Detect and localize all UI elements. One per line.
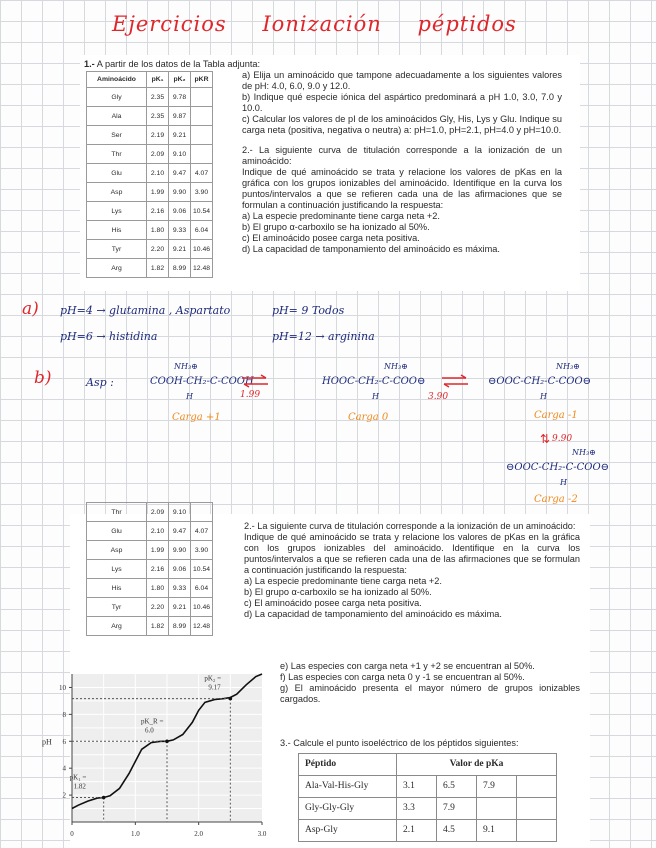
table-cell: 1.80 bbox=[147, 221, 169, 240]
table-cell: 9.21 bbox=[169, 240, 191, 259]
pk-annotation-label: pK_R = bbox=[141, 717, 164, 726]
charge-label-2: Carga 0 bbox=[348, 412, 389, 423]
equilibrium-arrow bbox=[240, 374, 270, 388]
table-cell: 2.10 bbox=[147, 522, 169, 541]
table-cell: 6.04 bbox=[191, 221, 213, 240]
table-row bbox=[87, 88, 213, 107]
note-a-line2-left: pH=6 → histidina bbox=[60, 330, 158, 343]
table-cell: Gly bbox=[87, 88, 147, 107]
pk-label-1: 1.99 bbox=[240, 390, 261, 400]
charge-label-1: Carga +1 bbox=[172, 412, 221, 423]
table-row bbox=[299, 820, 557, 842]
table-cell: 9.78 bbox=[169, 88, 191, 107]
table-cell: 8.99 bbox=[169, 617, 191, 636]
pk-point bbox=[229, 697, 233, 701]
table-cell bbox=[517, 798, 557, 820]
y-axis-label: pH bbox=[42, 737, 52, 747]
amino-table-header: pK₁ bbox=[147, 72, 169, 88]
document-panel-bottom bbox=[42, 508, 590, 848]
table-cell: 12.48 bbox=[191, 259, 213, 278]
table-cell: 6.5 bbox=[437, 776, 477, 798]
table-cell: 4.07 bbox=[191, 522, 213, 541]
table-row bbox=[87, 221, 213, 240]
pk-annotation-label: pK₁ = bbox=[69, 773, 87, 782]
title-word: péptidos bbox=[417, 12, 517, 36]
problem2-item: c) El aminoácido posee carga neta positiva. bbox=[244, 598, 422, 608]
problem2-item: b) El grupo α-carboxilo se ha ionizado al 50%. bbox=[244, 587, 432, 597]
table-cell: 4.5 bbox=[437, 820, 477, 842]
table-cell: 9.33 bbox=[169, 221, 191, 240]
table-cell: 2.10 bbox=[147, 164, 169, 183]
note-a-label: a) bbox=[22, 299, 39, 319]
title-word: Ejercicios bbox=[112, 12, 227, 36]
table-cell: 2.20 bbox=[147, 598, 169, 617]
problem2-item: d) La capacidad de tamponamiento del aminoácido es máxima. bbox=[242, 244, 500, 254]
table-cell: 9.1 bbox=[477, 820, 517, 842]
amino-table-body bbox=[87, 503, 213, 636]
down-arrow-icon: ⇅ bbox=[540, 432, 551, 446]
table-cell: 6.04 bbox=[191, 579, 213, 598]
table-cell: Arg bbox=[87, 617, 147, 636]
table-cell bbox=[477, 798, 517, 820]
table-cell: Lys bbox=[87, 560, 147, 579]
table-cell: Arg bbox=[87, 259, 147, 278]
table-row bbox=[299, 776, 557, 798]
problem2-body: Indique de qué aminoácido se trata y relacione los valores de pKas en la gráfica con los grupos ionizables del aminoácido. Identifique en la curva los puntos/intervalos a que se refieren cada una de las afirmaciones que se formulan a continuación justificando la respuesta: bbox=[244, 532, 580, 575]
table-cell: Gly-Gly-Gly bbox=[299, 798, 397, 820]
table-cell: Lys bbox=[87, 202, 147, 221]
table-cell: Tyr bbox=[87, 240, 147, 259]
table-cell bbox=[517, 820, 557, 842]
table-cell: Asp bbox=[87, 183, 147, 202]
table-cell: 4.07 bbox=[191, 164, 213, 183]
x-tick-label: 1.0 bbox=[130, 830, 140, 838]
problem3-heading: 3.- Calcule el punto isoeléctrico de los péptidos siguientes: bbox=[280, 738, 519, 748]
problem2-heading: 2.- La siguiente curva de titulación corresponde a la ionización de un aminoácido: bbox=[244, 521, 576, 531]
table-cell: 2.16 bbox=[147, 560, 169, 579]
problem2-item-e: e) Las especies con carga neta +1 y +2 se encuentran al 50%. bbox=[280, 661, 535, 671]
problem1-intro bbox=[84, 59, 260, 70]
table-cell: 10.46 bbox=[191, 598, 213, 617]
amino-table-header: pK₂ bbox=[169, 72, 191, 88]
table-row bbox=[87, 579, 213, 598]
table-row bbox=[87, 145, 213, 164]
table-cell: 9.47 bbox=[169, 522, 191, 541]
table-row bbox=[87, 522, 213, 541]
table-cell: 3.3 bbox=[397, 798, 437, 820]
table-cell: 9.47 bbox=[169, 164, 191, 183]
table-row bbox=[87, 240, 213, 259]
amino-group-label: NH₃⊕ bbox=[572, 448, 596, 457]
charge-label-3: Carga -1 bbox=[534, 410, 578, 421]
table-cell: 7.9 bbox=[437, 798, 477, 820]
table-row bbox=[87, 107, 213, 126]
table-cell: 7.9 bbox=[477, 776, 517, 798]
table-cell bbox=[191, 145, 213, 164]
peptide-table-body bbox=[299, 776, 557, 842]
table-cell: 9.33 bbox=[169, 579, 191, 598]
table-cell: 2.20 bbox=[147, 240, 169, 259]
table-cell: 2.1 bbox=[397, 820, 437, 842]
table-cell: 1.80 bbox=[147, 579, 169, 598]
amino-table-repeat bbox=[86, 502, 213, 636]
pk-point bbox=[102, 796, 106, 800]
table-cell: 10.54 bbox=[191, 560, 213, 579]
table-cell: 2.09 bbox=[147, 145, 169, 164]
amino-table-header: Aminoácido bbox=[87, 72, 147, 88]
table-cell: 3.1 bbox=[397, 776, 437, 798]
table-row bbox=[87, 617, 213, 636]
problem2-item: c) El aminoácido posee carga neta positiva. bbox=[242, 233, 420, 243]
species-4: ⊖OOC-CH₂-C-COO⊖ bbox=[506, 462, 610, 473]
table-cell: Thr bbox=[87, 145, 147, 164]
x-tick-label: 2.0 bbox=[194, 830, 204, 838]
question-text: a) Elija un aminoácido que tampone adecuadamente a los siguientes valores de pH: 4.0, 6.0, 9.0 y 12.0. bbox=[242, 70, 562, 91]
question-text: b) Indique qué especie iónica del aspártico predominará a pH 1.0, 3.0, 7.0 y 10.0. bbox=[242, 92, 562, 113]
charge-label-4: Carga -2 bbox=[534, 494, 578, 505]
problem2-item: d) La capacidad de tamponamiento del aminoácido es máxima. bbox=[244, 609, 502, 619]
table-cell: Glu bbox=[87, 164, 147, 183]
note-b-label: b) bbox=[34, 368, 52, 388]
problem2-item: b) El grupo α-carboxilo se ha ionizado al 50%. bbox=[242, 222, 430, 232]
table-cell: 1.99 bbox=[147, 541, 169, 560]
table-cell: Tyr bbox=[87, 598, 147, 617]
table-row bbox=[87, 598, 213, 617]
table-row bbox=[87, 164, 213, 183]
table-cell: Glu bbox=[87, 522, 147, 541]
peptide-table-header: Valor de pKa bbox=[397, 754, 557, 776]
table-row bbox=[87, 202, 213, 221]
table-cell: Ala-Val-His-Gly bbox=[299, 776, 397, 798]
table-cell: 1.82 bbox=[147, 617, 169, 636]
asp-label: Asp : bbox=[86, 376, 114, 389]
table-cell: 8.99 bbox=[169, 259, 191, 278]
amino-table-body bbox=[87, 88, 213, 278]
peptide-table bbox=[298, 753, 557, 842]
table-cell: 2.09 bbox=[147, 503, 169, 522]
y-tick-label: 10 bbox=[59, 683, 66, 692]
document-panel-top bbox=[80, 55, 580, 291]
table-cell: 9.90 bbox=[169, 183, 191, 202]
table-cell: 9.90 bbox=[169, 541, 191, 560]
note-a-line2-right: pH=12 → arginina bbox=[272, 330, 375, 343]
table-cell: 9.06 bbox=[169, 202, 191, 221]
page-title bbox=[112, 12, 545, 36]
table-cell: 9.10 bbox=[169, 503, 191, 522]
h-substituent: H bbox=[186, 392, 193, 401]
table-cell: Asp-Gly bbox=[299, 820, 397, 842]
question-text: c) Calcular los valores de pI de los aminoácidos Gly, His, Lys y Glu. Indique su carga neta (positiva, negativa o neutra) a: pH=1.0, pH=2.1, pH=4.0 y pH=10.0. bbox=[242, 114, 562, 135]
note-a-line1-right: pH= 9 Todos bbox=[272, 304, 345, 317]
pk-annotation-label: pK₂ = bbox=[204, 674, 222, 683]
pk-annotation-value: 9.17 bbox=[208, 683, 221, 692]
table-cell bbox=[191, 88, 213, 107]
table-cell: 1.99 bbox=[147, 183, 169, 202]
table-cell: 10.46 bbox=[191, 240, 213, 259]
table-row bbox=[87, 126, 213, 145]
problem1-intro-text: A partir de los datos de la Tabla adjunta: bbox=[96, 59, 261, 69]
problem1-questions bbox=[242, 70, 562, 255]
y-tick-label: 4 bbox=[62, 764, 66, 773]
amino-group-label: NH₃⊕ bbox=[384, 362, 408, 371]
titration-chart bbox=[0, 662, 280, 848]
amino-table bbox=[86, 71, 213, 278]
pk-label-3: 9.90 bbox=[552, 434, 573, 444]
problem2-item-g: g) El aminoácido presenta el mayor número de grupos ionizables cargados. bbox=[280, 683, 580, 704]
y-tick-label: 8 bbox=[62, 710, 66, 719]
table-cell: 2.35 bbox=[147, 107, 169, 126]
table-cell: 9.21 bbox=[169, 126, 191, 145]
title-word: Ionización bbox=[262, 12, 382, 36]
peptide-table-header: Péptido bbox=[299, 754, 397, 776]
problem2-repeat bbox=[244, 521, 580, 620]
table-row bbox=[87, 183, 213, 202]
table-cell: 9.87 bbox=[169, 107, 191, 126]
problem2-items-continued bbox=[280, 661, 580, 705]
table-cell: Ser bbox=[87, 126, 147, 145]
table-cell: 12.48 bbox=[191, 617, 213, 636]
species-3: ⊖OOC-CH₂-C-COO⊖ bbox=[488, 376, 592, 387]
amino-group-label: NH₃⊕ bbox=[556, 362, 580, 371]
x-tick-label: 0 bbox=[70, 830, 74, 838]
table-row bbox=[87, 541, 213, 560]
problem2-item-f: f) Las especies con carga neta 0 y -1 se encuentran al 50%. bbox=[280, 672, 525, 682]
table-cell: 3.90 bbox=[191, 541, 213, 560]
problem2-heading: 2.- La siguiente curva de titulación corresponde a la ionización de un aminoácido: bbox=[242, 145, 562, 166]
table-cell: 10.54 bbox=[191, 202, 213, 221]
table-cell: Asp bbox=[87, 541, 147, 560]
table-cell bbox=[517, 776, 557, 798]
table-row bbox=[87, 259, 213, 278]
pk-annotation-value: 1.82 bbox=[73, 782, 86, 791]
table-cell: Ala bbox=[87, 107, 147, 126]
amino-table-header: pKR bbox=[191, 72, 213, 88]
pk-point bbox=[165, 739, 169, 743]
table-row bbox=[87, 560, 213, 579]
x-tick-label: 3.0 bbox=[257, 830, 267, 838]
table-cell bbox=[191, 107, 213, 126]
equilibrium-arrow bbox=[440, 374, 470, 388]
table-row bbox=[299, 798, 557, 820]
pk-annotation-value: 6.0 bbox=[145, 726, 154, 735]
species-2: HOOC-CH₂-C-COO⊖ bbox=[322, 376, 426, 387]
species-1: COOH-CH₂-C-COOH bbox=[150, 376, 254, 387]
h-substituent: H bbox=[372, 392, 379, 401]
amino-group-label: NH₃⊕ bbox=[174, 362, 198, 371]
problem1-number: 1.- bbox=[84, 59, 95, 69]
h-substituent: H bbox=[560, 478, 567, 487]
h-substituent: H bbox=[540, 392, 547, 401]
table-cell bbox=[191, 503, 213, 522]
table-cell: 9.06 bbox=[169, 560, 191, 579]
pk-label-2: 3.90 bbox=[428, 392, 449, 402]
table-row bbox=[87, 503, 213, 522]
problem2-item: a) La especie predominante tiene carga neta +2. bbox=[242, 211, 440, 221]
note-a-line1-left: pH=4 → glutamina , Aspartato bbox=[60, 304, 231, 317]
table-cell bbox=[191, 126, 213, 145]
y-tick-label: 2 bbox=[62, 791, 66, 800]
table-cell: Thr bbox=[87, 503, 147, 522]
table-cell: 1.82 bbox=[147, 259, 169, 278]
table-cell: 2.19 bbox=[147, 126, 169, 145]
table-cell: His bbox=[87, 221, 147, 240]
table-cell: 2.35 bbox=[147, 88, 169, 107]
problem2-body: Indique de qué aminoácido se trata y relacione los valores de pKas en la gráfica con los grupos ionizables del aminoácido. Identifique en la curva los puntos/intervalos a que se refieren cada una de las afirmaciones que se formulan a continuación justificando la respuesta: bbox=[242, 167, 562, 210]
table-cell: 9.21 bbox=[169, 598, 191, 617]
table-cell: 9.10 bbox=[169, 145, 191, 164]
y-tick-label: 6 bbox=[62, 737, 66, 746]
table-cell: 2.16 bbox=[147, 202, 169, 221]
problem2-item: a) La especie predominante tiene carga neta +2. bbox=[244, 576, 442, 586]
table-cell: 3.90 bbox=[191, 183, 213, 202]
table-cell: His bbox=[87, 579, 147, 598]
